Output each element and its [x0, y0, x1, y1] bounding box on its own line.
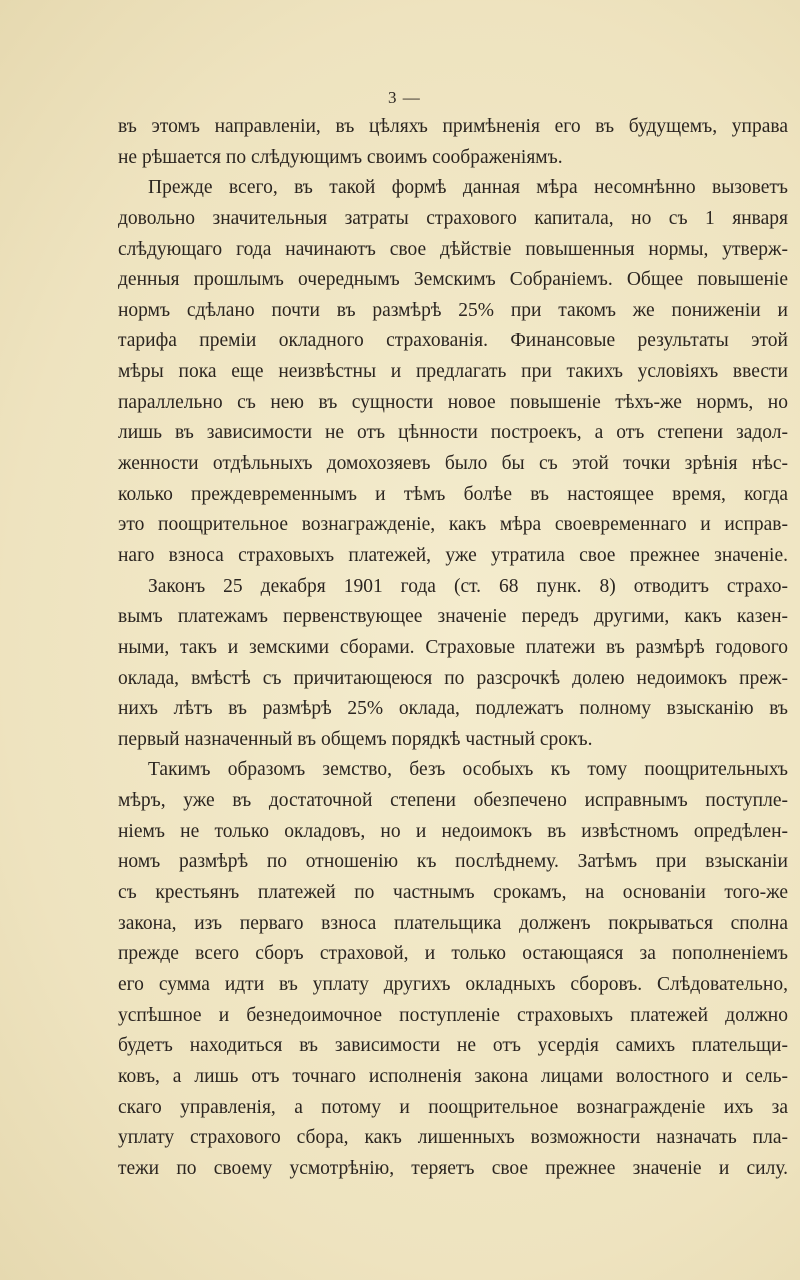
text-line: съ крестьянъ платежей по частнымъ срокамъ, на основаніи того-же — [118, 882, 788, 904]
text-line: успѣшное и безнедоимочное поступленіе страховыхъ платежей должно — [118, 1004, 788, 1026]
text-line: колько преждевременнымъ и тѣмъ болѣе въ настоящее время, когда — [118, 483, 788, 505]
text-line: нормъ сдѣлано почти въ размѣрѣ 25% при такомъ же пониженіи и — [118, 299, 788, 321]
text-line: довольно значительныя затраты страхового капитала, но съ 1 января — [118, 207, 788, 229]
body-text — [118, 112, 788, 1184]
text-line: мѣръ, уже въ достаточной степени обезпечено исправнымъ поступле- — [118, 790, 788, 812]
text-line: тежи по своему усмотрѣнію, теряетъ свое прежнее значеніе и силу. — [118, 1157, 788, 1179]
text-line: уплату страхового сбора, какъ лишенныхъ возможности назначать пла- — [118, 1127, 788, 1149]
text-line: параллельно съ нею въ сущности новое повышеніе тѣхъ-же нормъ, но — [118, 391, 788, 413]
text-line: скаго управленія, а потому и поощрительное вознагражденіе ихъ за — [118, 1096, 788, 1118]
text-line: въ этомъ направленіи, въ цѣляхъ примѣненія его въ будущемъ, управа — [118, 116, 788, 137]
text-line: нихъ лѣтъ въ размѣрѣ 25% оклада, подлежатъ полному взысканію въ — [118, 698, 788, 720]
text-line: Прежде всего, въ такой формѣ данная мѣра несомнѣнно вызоветъ — [148, 177, 788, 199]
text-line: вымъ платежамъ первенствующее значеніе передъ другими, какъ казен- — [118, 606, 788, 628]
text-line: закона, изъ перваго взноса плательщика долженъ покрываться сполна — [118, 912, 788, 934]
text-line: первый назначенный въ общемъ порядкѣ частный срокъ. — [118, 728, 593, 750]
text-line: ными, такъ и земскими сборами. Страховые платежи въ размѣрѣ годового — [118, 636, 788, 658]
text-line: лишь въ зависимости не отъ цѣнности построекъ, а отъ степени задол- — [118, 422, 788, 444]
text-line: денныя прошлымъ очереднымъ Земскимъ Собраніемъ. Общее повышеніе — [118, 269, 788, 291]
text-line: ковъ, а лишь отъ точнаго исполненія закона лицами волостного и сель- — [118, 1065, 788, 1087]
text-line: Законъ 25 декабря 1901 года (ст. 68 пунк. 8) отводитъ страхо- — [148, 575, 788, 597]
text-line: номъ размѣрѣ по отношенію къ послѣднему. Затѣмъ при взысканіи — [118, 851, 788, 873]
text-line: это поощрительное вознагражденіе, какъ мѣра своевременнаго и исправ- — [118, 514, 788, 536]
text-line: его сумма идти въ уплату другихъ окладныхъ сборовъ. Слѣдовательно, — [118, 973, 788, 995]
page-number: 3 — — [388, 88, 421, 107]
text-line: не рѣшается по слѣдующимъ своимъ соображеніямъ. — [118, 146, 563, 168]
text-line: тарифа преміи окладного страхованія. Финансовые результаты этой — [118, 330, 788, 352]
text-line: будетъ находиться въ зависимости не отъ усердія самихъ плательщи- — [118, 1035, 788, 1057]
text-line: Такимъ образомъ земство, безъ особыхъ къ тому поощрительныхъ — [148, 759, 788, 781]
text-line: прежде всего сборъ страховой, и только остающаяся за пополненіемъ — [118, 943, 788, 965]
text-line: мѣры пока еще неизвѣстны и предлагать при такихъ условіяхъ ввести — [118, 361, 788, 383]
text-line: женности отдѣльныхъ домохозяевъ было бы съ этой точки зрѣнія нѣс- — [118, 453, 788, 475]
text-line: наго взноса страховыхъ платежей, уже утратила свое прежнее значеніе. — [118, 544, 788, 566]
text-line: ніемъ не только окладовъ, но и недоимокъ въ извѣстномъ опредѣлен- — [118, 820, 788, 842]
text-line: оклада, вмѣстѣ съ причитающеюся по разсрочкѣ долею недоимокъ преж- — [118, 667, 788, 689]
text-line: слѣдующаго года начинаютъ свое дѣйствіе повышенныя нормы, утверж- — [118, 238, 788, 260]
